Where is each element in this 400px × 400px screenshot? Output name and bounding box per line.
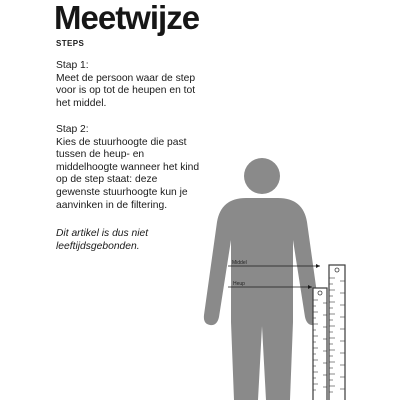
section-subtitle: STEPS	[56, 39, 85, 48]
short-ruler-icon	[313, 288, 327, 400]
step-2-text: Stap 2: Kies de stuurhoogte die past tussen de heup- en middelhoogte wanneer het kind op de step staat: deze gewenste stuurhoogte kun je aanvinken in de filtering.	[56, 124, 200, 211]
waist-label: Middel	[232, 260, 247, 266]
age-note: Dit artikel is dus niet leeftijdsgebonden.	[56, 228, 149, 252]
step-1-text: Stap 1: Meet de persoon waar de step voor is op tot de heupen en tot het middel.	[56, 60, 196, 109]
tall-ruler-icon	[329, 265, 345, 400]
person-figure-icon	[204, 158, 320, 400]
hip-label: Heup	[233, 281, 245, 287]
page-title: Meetwijze	[54, 0, 200, 36]
